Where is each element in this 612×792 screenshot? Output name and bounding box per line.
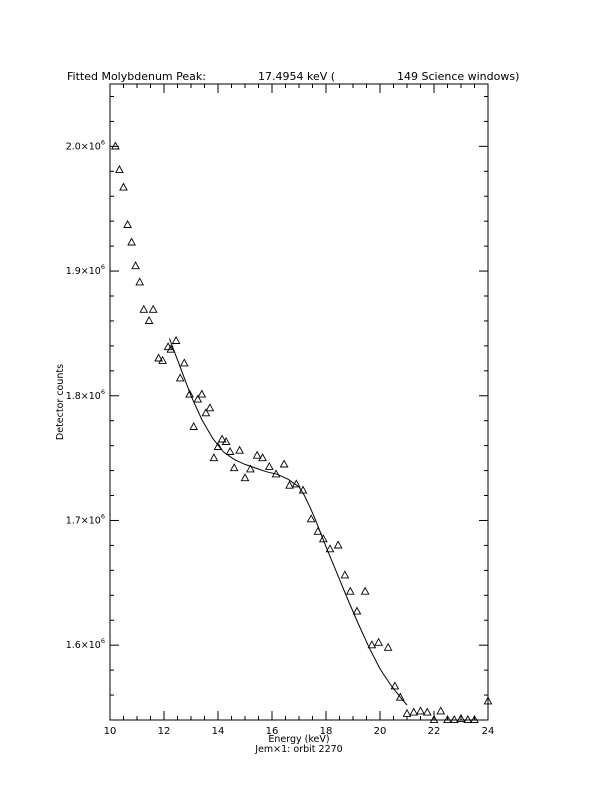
y-axis-label: Detector counts [55,363,66,441]
data-point-triangle [353,608,360,615]
data-point-triangle [281,460,288,467]
data-point-triangle [124,221,131,228]
chart-title-value: 17.4954 keV ( [258,70,336,83]
data-point-triangle [236,447,243,454]
y-tick-label: $2.0\times 10^6$ [65,138,105,153]
fit-curve-layer [169,338,407,705]
data-point-triangle [132,262,139,269]
data-point-triangle [227,448,234,455]
data-point-triangle [112,142,119,149]
x-tick-label: 22 [427,726,441,737]
data-point-triangle [210,454,217,461]
x-tick-label: 12 [157,726,171,737]
plot-frame [110,84,488,720]
x-tick-label: 24 [481,726,495,737]
y-tick-label: $1.9\times 10^6$ [65,263,105,278]
data-point-triangle [385,644,392,651]
data-point-triangle [146,317,153,324]
data-point-triangle [437,707,444,714]
data-points-layer [112,142,492,722]
chart-title-right: 149 Science windows) [397,70,520,83]
data-point-triangle [136,278,143,285]
data-point-triangle [150,306,157,313]
data-point-triangle [140,306,147,313]
data-point-triangle [190,423,197,430]
data-point-triangle [206,404,213,411]
data-point-triangle [417,707,424,714]
data-point-triangle [177,374,184,381]
data-point-triangle [254,452,261,459]
data-point-triangle [128,238,135,245]
data-point-triangle [335,541,342,548]
data-point-triangle [341,571,348,578]
data-point-triangle [266,463,273,470]
x-tick-label: 14 [211,726,225,737]
data-point-triangle [362,588,369,595]
data-point-triangle [347,588,354,595]
data-point-triangle [198,391,205,398]
fit-curve-line [169,338,407,705]
x-tick-label: 18 [319,726,333,737]
data-point-triangle [202,409,209,416]
y-tick-label: $1.6\times 10^6$ [65,637,105,652]
data-point-triangle [173,337,180,344]
data-point-triangle [120,184,127,191]
x-tick-label: 20 [373,726,387,737]
y-tick-label: $1.8\times 10^6$ [65,387,105,402]
chart-title-left: Fitted Molybdenum Peak: [67,70,206,83]
x-axis-ticks [104,84,495,737]
data-point-triangle [181,359,188,366]
y-axis-ticks [66,96,488,695]
x-tick-label: 10 [103,726,117,737]
x-tick-label: 16 [265,726,279,737]
data-point-triangle [368,641,375,648]
data-point-triangle [375,639,382,646]
y-tick-label: $1.7\times 10^6$ [65,512,105,527]
data-point-triangle [116,166,123,173]
data-point-triangle [241,474,248,481]
x-axis-label: Energy (keV) [268,734,330,745]
data-point-triangle [194,396,201,403]
data-point-triangle [231,464,238,471]
footer-label: Jem×1: orbit 2270 [255,744,343,755]
